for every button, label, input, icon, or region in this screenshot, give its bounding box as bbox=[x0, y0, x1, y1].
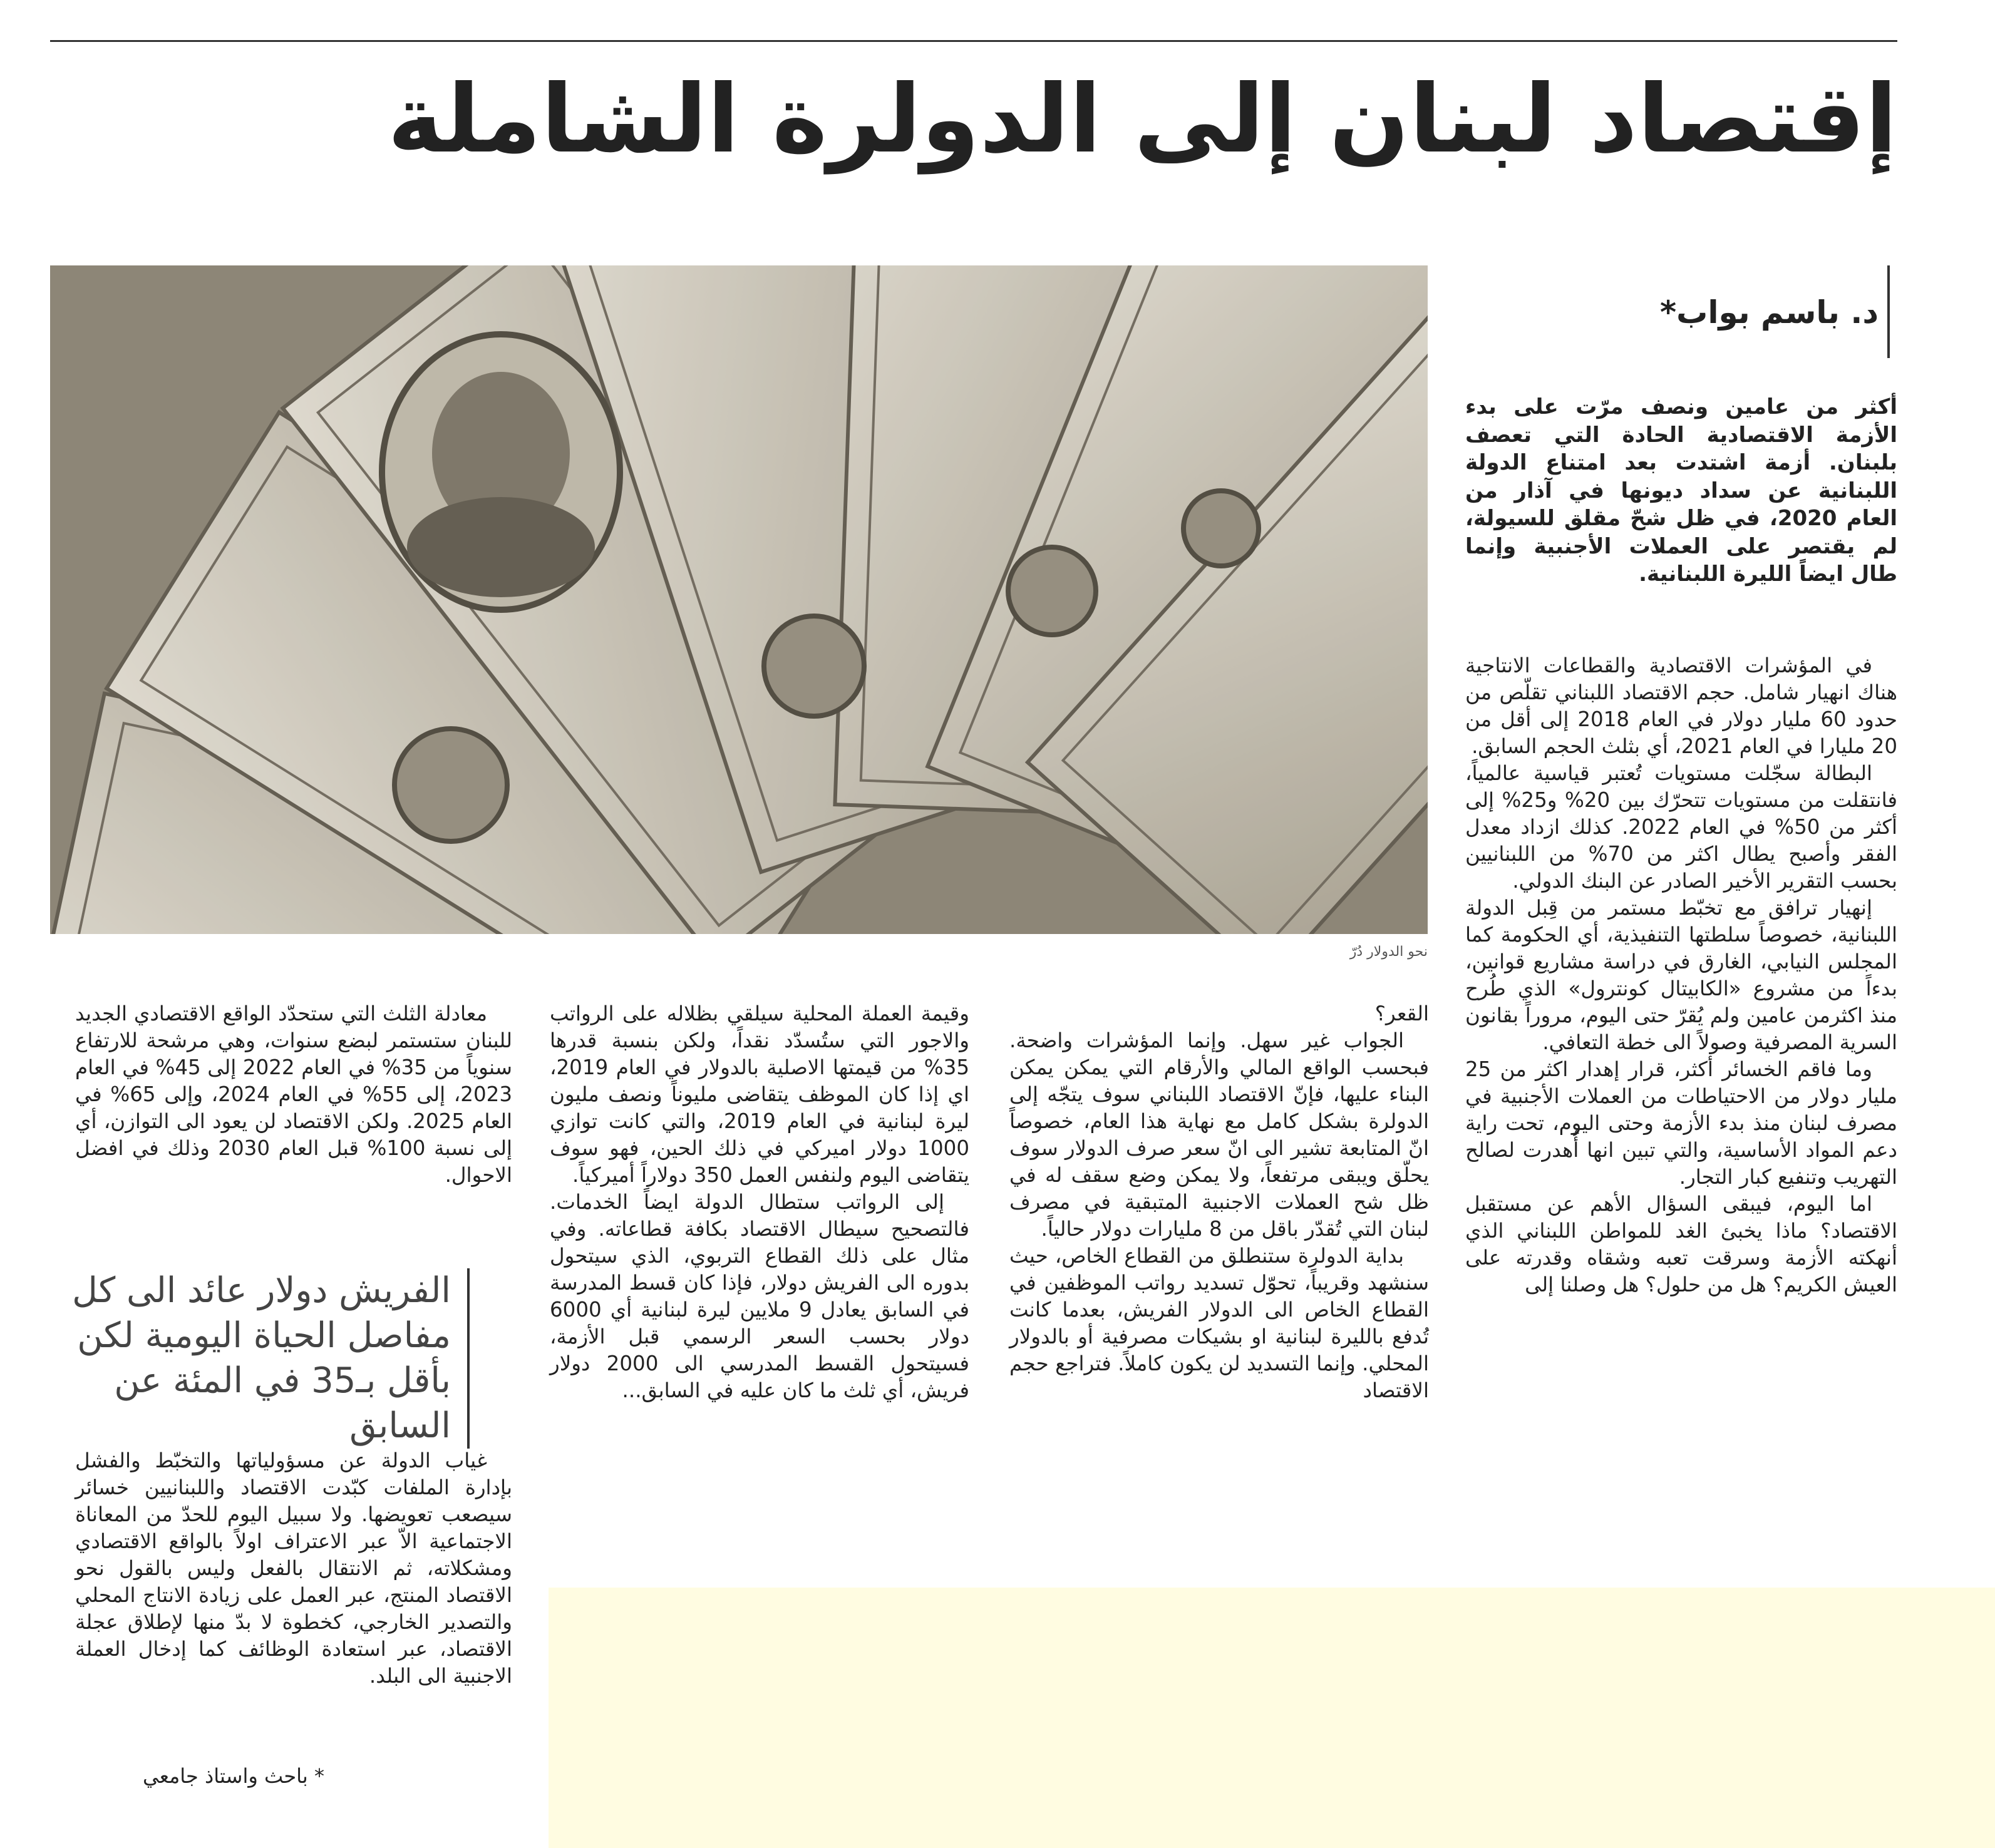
body-paragraph: القعر؟ bbox=[1374, 1002, 1429, 1025]
article-column-1 bbox=[1465, 652, 1897, 1298]
article-column-3 bbox=[550, 1000, 969, 1404]
headline: إقتصاد لبنان إلى الدولرة الشاملة bbox=[387, 65, 1897, 174]
body-paragraph: بداية الدولرة ستنطلق من القطاع الخاص، حيث سنشهد وقريباً، تحوّل تسديد رواتب الموظفين في القطاع الخاص الى الدولار الفريش، بعدما كانت تُدفع بالليرة لبنانية او بشيكات مصرفية أو بالدولار المحلي. وإنما التسديد لن يكون كاملاً. فتراجع حجم الاقتصاد bbox=[1009, 1244, 1429, 1402]
byline: د. باسم بواب* bbox=[1659, 294, 1879, 331]
dollar-bills-illustration bbox=[50, 265, 1428, 934]
lead-paragraph: أكثر من عامين ونصف مرّت على بدء الأزمة الاقتصادية الحادة التي تعصف بلبنان. أزمة اشتدت بعد امتناع الدولة اللبنانية عن سداد ديونها في آذار من العام 2020، في ظل شحّ مقلق للسيولة، لم يقتصر على العملات الأجنبية وإنما طال ايضاً الليرة اللبنانية. bbox=[1465, 394, 1897, 587]
photo-caption: نحو الدولار دُرّ bbox=[1349, 944, 1428, 960]
body-paragraph: إلى الرواتب ستطال الدولة ايضاً الخدمات. فالتصحيح سيطال الاقتصاد بكافة قطاعاته. وفي مثال على ذلك القطاع التربوي، الذي سيتحول بدوره الى الفريش دولار، فإذا كان قسط المدرسة في السابق يعادل 9 ملايين ليرة لبنانية أي 6000 دولار بحسب السعر الرسمي قبل الأزمة، فسيتحول القسط المدرسي الى 2000 دولار فريش، أي ثلث ما كان عليه في السابق... bbox=[550, 1190, 969, 1402]
body-paragraph: غياب الدولة عن مسؤولياتها والتخبّط والفشل بإدارة الملفات كبّدت الاقتصاد واللبنانيين خسائر سيصعب تعويضها. ولا سبيل اليوم للحدّ من المعاناة الاجتماعية الاّ عبر الاعتراف اولاً بالواقع الاقتصادي ومشكلاته، ثم الانتقال بالفعل وليس بالقول نحو الاقتصاد المنتج، عبر العمل على زيادة الانتاج المحلي والتصدير الخارجي، كخطوة لا بدّ منها لإطلاق عجلة الاقتصاد، عبر استعادة الوظائف كما إدخال العملة الاجنبية الى البلد. bbox=[75, 1449, 512, 1688]
body-paragraph: اما اليوم، فيبقى السؤال الأهم عن مستقبل الاقتصاد؟ ماذا يخبئ الغد للمواطن اللبناني الذي أنهكته الأزمة وسرقت تعبه وشقاه وقدرته على العيش الكريم؟ هل من حلول؟ هل وصلنا إلى bbox=[1465, 1192, 1897, 1296]
top-rule bbox=[50, 40, 1897, 42]
article-photo-dollar-bills bbox=[50, 265, 1428, 934]
pull-quote-text: الفريش دولار عائد الى كل مفاصل الحياة اليومية لكن بأقل بـ35 في المئة عن السابق bbox=[72, 1270, 451, 1446]
body-paragraph: وما فاقم الخسائر أكثر، قرار إهدار اكثر من 25 مليار دولار من الاحتياطات من العملات الأجنبية في مصرف لبنان منذ بدء الأزمة وحتى اليوم، تحت راية دعم المواد الأساسية، والتي تبين انها أُهدرت لصالح التهريب وتنفيع كبار التجار. bbox=[1465, 1057, 1897, 1189]
article-column-4-top bbox=[75, 1000, 512, 1189]
body-paragraph: معادلة الثلث التي ستحدّد الواقع الاقتصادي الجديد للبنان ستستمر لبضع سنوات، وهي مرشحة للارتفاع سنوياً من 35% في العام 2022 إلى 45% في العام 2023، إلى 55% في العام 2024، وإلى 65% في العام 2025. ولكن الاقتصاد لن يعود الى التوازن، أي إلى نسبة 100% قبل العام 2030 وذلك في افضل الاحوال. bbox=[75, 1002, 513, 1187]
body-paragraph: الجواب غير سهل. وإنما المؤشرات واضحة. فبحسب الواقع المالي والأرقام التي يمكن يمكن البناء عليها، فإنّ الاقتصاد اللبناني سوف يتجّه إلى الدولرة بشكل كامل مع نهاية هذا العام، خصوصاً انّ المتابعة تشير الى انّ سعر صرف الدولار سوف يحلّق ويبقى مرتفعاً، ولا يمكن وضع سقف له في ظل شح العملات الاجنبية المتبقية في مصرف لبنان التي تُقدّر باقل من 8 مليارات دولار حالياً. bbox=[1009, 1029, 1429, 1241]
article-column-2 bbox=[1009, 1000, 1429, 1404]
body-paragraph: في المؤشرات الاقتصادية والقطاعات الانتاجية هناك انهيار شامل. حجم الاقتصاد اللبناني تقلّص من حدود 60 مليار دولار في العام 2018 إلى أقل من 20 مليارا في العام 2021، أي بثلث الحجم السابق. bbox=[1465, 654, 1897, 758]
advertisement-space bbox=[549, 1588, 1995, 1848]
author-note: * باحث واستاذ جامعي bbox=[143, 1764, 324, 1788]
body-paragraph: إنهيار ترافق مع تخبّط مستمر من قِبل الدولة اللبنانية، خصوصاً سلطتها التنفيذية، أي الحكومة كما المجلس النيابي، الغارق في دراسة مشاريع قوانين، بدءاً من مشروع «الكابيتال كونترول» الذي طُرح منذ اكثرمن عامين ولم يُقرّ حتى اليوم، مروراً بقانون السرية المصرفية وصولاً الى خطة التعافي. bbox=[1465, 896, 1897, 1054]
byline-rule bbox=[1887, 265, 1890, 358]
article-column-4-bottom bbox=[75, 1447, 512, 1690]
body-paragraph: البطالة سجّلت مستويات تُعتبر قياسية عالمياً، فانتقلت من مستويات تتحرّك بين 20% و25% إلى أكثر من 50% في العام 2022. كذلك ازداد معدل الفقر وأصبح يطال اكثر من 70% من اللبنانيين بحسب التقرير الأخير الصادر عن البنك الدولي. bbox=[1465, 761, 1898, 893]
body-paragraph: وقيمة العملة المحلية سيلقي بظلاله على الرواتب والاجور التي ستُسدّد نقداً، ولكن بنسبة قدرها 35% من قيمتها الاصلية بالدولار في العام 2019، اي إذا كان الموظف يتقاضى مليوناً ونصف مليون ليرة لبنانية في العام 2019، والتي كانت توازي 1000 دولار اميركي في ذلك الحين، فهو سوف يتقاضى اليوم ولنفس العمل 350 دولاراً أميركياً. bbox=[550, 1002, 969, 1187]
pull-quote bbox=[50, 1268, 470, 1449]
